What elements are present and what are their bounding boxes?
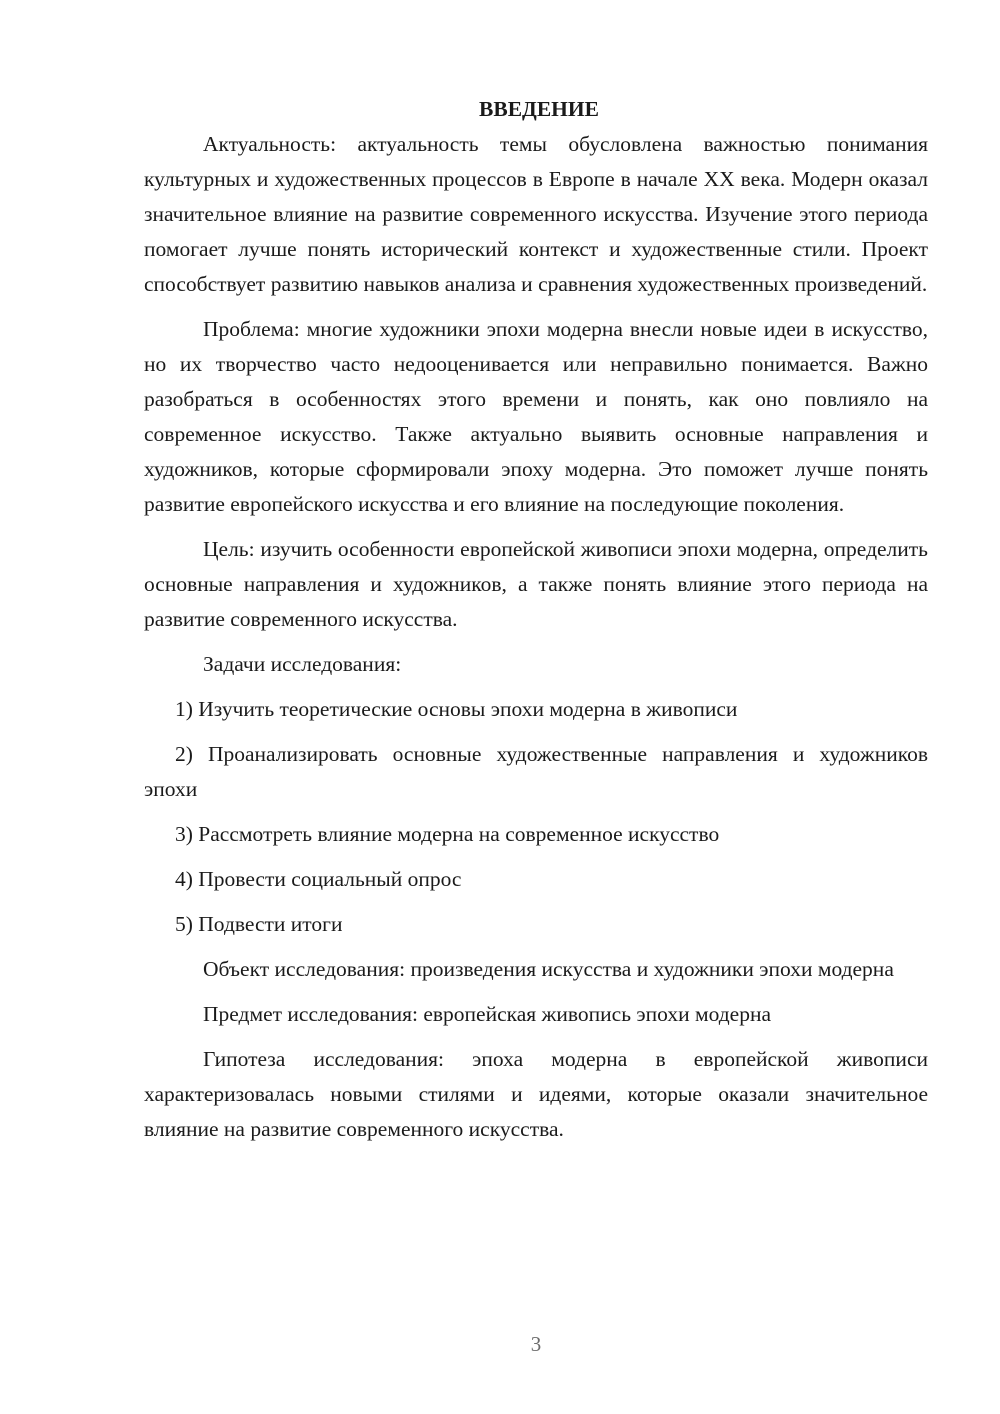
paragraph-hypothesis: Гипотеза исследования: эпоха модерна в европейской живописи характеризовалась новыми стилями и идеями, которые оказали значительное влияние на развитие современного искусства. [144, 1047, 928, 1141]
task-item: 2) Проанализировать основные художественные направления и художников эпохи [144, 742, 928, 801]
paragraph-problem: Проблема: многие художники эпохи модерна внесли новые идеи в искусство, но их творчество часто недооценивается или неправильно понимается. Важно разобраться в особенностях этого времени и понять, как оно повлияло на современное искусство. Также актуально выявить основные направления и художников, которые сформировали эпоху модерна. Это поможет лучше понять развитие европейского искусства и его влияние на последующие поколения. [144, 317, 928, 516]
task-item: 4) Провести социальный опрос [175, 867, 462, 891]
paragraph-relevance: Актуальность: актуальность темы обусловлена важностью понимания культурных и художественных процессов в Европе в начале XX века. Модерн оказал значительное влияние на развитие современного искусства. Изучение этого периода помогает лучше понять исторический контекст и художественные стили. Проект способствует развитию навыков анализа и сравнения художественных произведений. [144, 132, 928, 296]
document-title: ВВЕДЕНИЕ [479, 97, 599, 121]
paragraph-subject: Предмет исследования: европейская живопись эпохи модерна [203, 1002, 771, 1026]
task-item: 5) Подвести итоги [175, 912, 343, 936]
paragraph-goal: Цель: изучить особенности европейской живописи эпохи модерна, определить основные направления и художников, а также понять влияние этого периода на развитие современного искусства. [144, 537, 928, 631]
task-item: 1) Изучить теоретические основы эпохи модерна в живописи [175, 697, 738, 721]
page-number: 3 [530, 1332, 542, 1356]
tasks-heading: Задачи исследования: [203, 652, 402, 676]
paragraph-object: Объект исследования: произведения искусства и художники эпохи модерна [203, 957, 894, 981]
document-body [144, 92, 928, 1147]
task-item: 3) Рассмотреть влияние модерна на современное искусство [175, 822, 720, 846]
